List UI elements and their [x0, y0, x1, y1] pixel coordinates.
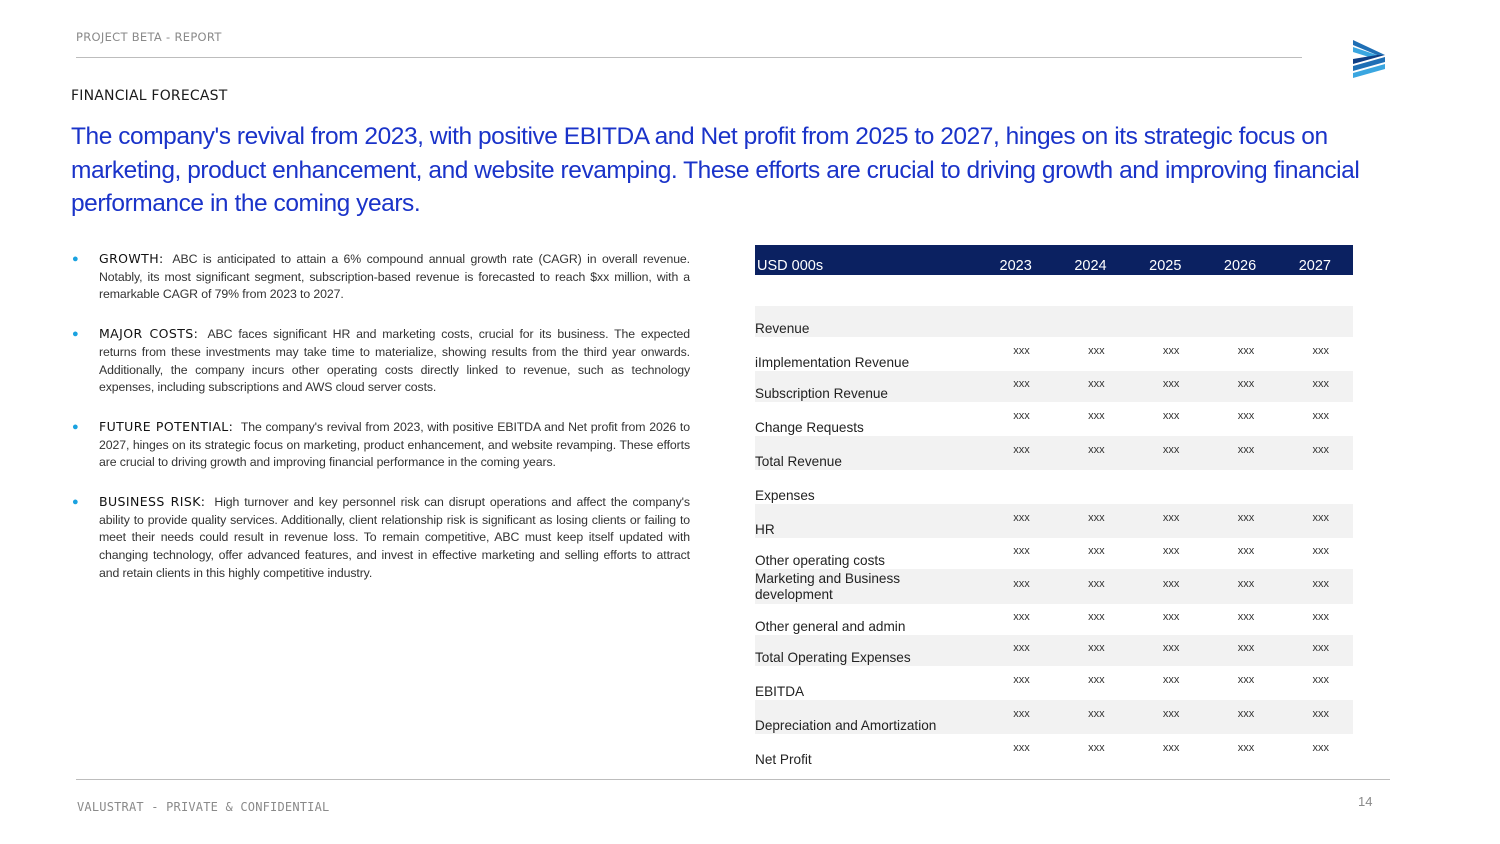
- value-text: xxx: [1312, 544, 1329, 557]
- value-cell: [1179, 734, 1254, 768]
- bullet-future-potential: [72, 418, 690, 472]
- value-text: xxx: [1088, 742, 1105, 754]
- chevron-stripes-logo-icon: [1351, 37, 1387, 79]
- value-text: xxx: [1312, 610, 1329, 623]
- value-text: xxx: [1237, 410, 1255, 422]
- row-label: Other operating costs: [755, 553, 885, 568]
- value-cell: [955, 569, 1030, 604]
- year-header: 2025: [1149, 258, 1182, 274]
- row-label: Other general and admin: [755, 619, 906, 634]
- value-text: xxx: [1312, 674, 1329, 686]
- value-text: xxx: [1162, 708, 1180, 720]
- value-cell: [1179, 470, 1254, 504]
- value-text: xxx: [1312, 742, 1329, 754]
- table-row: [755, 306, 1353, 337]
- bullet-key: MAJOR COSTS:: [99, 326, 199, 342]
- value-text: xxx: [1312, 577, 1329, 590]
- bullet-key: FUTURE POTENTIAL:: [99, 418, 234, 434]
- value-cell: [1105, 700, 1180, 734]
- value-cell: [1179, 306, 1254, 337]
- value-cell: [1179, 604, 1254, 635]
- value-cell: [1179, 700, 1254, 734]
- row-label: iImplementation Revenue: [755, 355, 910, 370]
- year-header: 2027: [1298, 258, 1331, 274]
- value-cell: [1254, 700, 1329, 734]
- value-cell: [1254, 734, 1329, 768]
- table-row: [755, 470, 1353, 504]
- value-cell: [1030, 569, 1105, 604]
- value-cell: [955, 700, 1030, 734]
- value-cell: [1105, 337, 1180, 371]
- bullet-major-costs: [72, 325, 690, 397]
- value-text: xxx: [1013, 641, 1030, 654]
- value-cell: [1179, 538, 1254, 569]
- value-cell: [1254, 470, 1329, 504]
- table-row: [755, 402, 1353, 436]
- value-cell: [955, 470, 1030, 504]
- value-text: xxx: [1088, 610, 1105, 623]
- value-cell: [1254, 436, 1329, 470]
- value-text: xxx: [1013, 345, 1030, 357]
- confidential-label: VALUSTRAT - PRIVATE & CONFIDENTIAL: [77, 800, 330, 814]
- value-text: xxx: [1013, 377, 1030, 390]
- report-label: PROJECT BETA - REPORT: [76, 30, 222, 44]
- value-text: xxx: [1162, 345, 1180, 357]
- value-cell: [1105, 306, 1180, 337]
- value-cell: [1105, 504, 1180, 538]
- table-row: [755, 734, 1353, 768]
- value-text: xxx: [1088, 512, 1105, 524]
- table-row: [755, 337, 1353, 371]
- value-cell: [955, 504, 1030, 538]
- value-cell: [955, 604, 1030, 635]
- value-cell: [955, 337, 1030, 371]
- value-text: xxx: [1312, 708, 1329, 720]
- value-text: xxx: [1237, 345, 1255, 357]
- value-cell: [1030, 635, 1105, 666]
- value-text: xxx: [1162, 610, 1180, 623]
- value-text: xxx: [1013, 708, 1030, 720]
- value-cell: [1254, 504, 1329, 538]
- value-text: xxx: [1162, 577, 1180, 590]
- value-cell: [1179, 371, 1254, 402]
- bullet-dot-icon: ●: [72, 496, 79, 509]
- value-text: xxx: [1162, 641, 1180, 654]
- value-text: xxx: [1013, 674, 1030, 686]
- value-cell: [1254, 402, 1329, 436]
- value-cell: [1105, 436, 1180, 470]
- row-label: Expenses: [755, 488, 815, 503]
- value-cell: [955, 635, 1030, 666]
- row-label: Marketing and Business development: [755, 570, 901, 602]
- value-cell: [955, 402, 1030, 436]
- row-label: Total Operating Expenses: [755, 650, 911, 665]
- value-cell: [1254, 635, 1329, 666]
- value-cell: [1030, 538, 1105, 569]
- value-text: xxx: [1088, 444, 1105, 456]
- value-cell: [1254, 538, 1329, 569]
- value-text: xxx: [1237, 641, 1255, 654]
- year-header: 2023: [999, 258, 1032, 274]
- value-text: xxx: [1088, 410, 1105, 422]
- value-text: xxx: [1237, 377, 1255, 390]
- value-cell: [1105, 402, 1180, 436]
- value-text: xxx: [1237, 512, 1255, 524]
- value-text: xxx: [1162, 377, 1180, 390]
- table-row: [755, 700, 1353, 734]
- value-text: xxx: [1237, 674, 1255, 686]
- value-cell: [1179, 504, 1254, 538]
- value-cell: [1105, 604, 1180, 635]
- bullet-growth: [72, 250, 690, 304]
- value-text: xxx: [1088, 708, 1105, 720]
- year-header: 2026: [1223, 258, 1257, 274]
- value-text: xxx: [1237, 444, 1255, 456]
- row-label: Subscription Revenue: [755, 386, 888, 401]
- value-cell: [1179, 436, 1254, 470]
- value-cell: [955, 666, 1030, 700]
- value-cell: [955, 734, 1030, 768]
- value-cell: [1105, 371, 1180, 402]
- value-text: xxx: [1237, 742, 1255, 754]
- value-cell: [955, 371, 1030, 402]
- value-text: xxx: [1237, 708, 1255, 720]
- value-text: xxx: [1013, 512, 1030, 524]
- value-cell: [1254, 666, 1329, 700]
- financial-forecast-table: [755, 245, 1353, 768]
- section-title: FINANCIAL FORECAST: [71, 88, 228, 104]
- bullet-body: ABC is anticipated to attain a 6% compound annual growth rate (CAGR) in overall revenue. Notably, its most significant segment, subscription-based revenue is forecasted to reach $xx million, with a remarkable CAGR of 79% from 2023 to 2027.: [99, 252, 690, 302]
- value-cell: [1254, 371, 1329, 402]
- value-text: xxx: [1088, 674, 1105, 686]
- row-label: HR: [755, 522, 775, 537]
- value-text: xxx: [1162, 674, 1180, 686]
- row-label: Change Requests: [755, 420, 864, 435]
- value-text: xxx: [1088, 544, 1105, 557]
- value-cell: [1179, 666, 1254, 700]
- value-cell: [1030, 470, 1105, 504]
- value-text: xxx: [1162, 444, 1180, 456]
- table-header-label: USD 000s: [757, 258, 824, 274]
- bullet-dot-icon: ●: [72, 253, 79, 265]
- value-cell: [1030, 306, 1105, 337]
- value-cell: [1030, 734, 1105, 768]
- value-cell: [1179, 569, 1254, 604]
- value-text: xxx: [1312, 512, 1329, 524]
- year-header: 2024: [1074, 258, 1107, 274]
- header-divider: [76, 57, 1302, 58]
- table-row: [755, 666, 1353, 700]
- row-label: Depreciation and Amortization: [755, 718, 937, 733]
- row-label: Total Revenue: [755, 454, 842, 469]
- value-cell: [1030, 371, 1105, 402]
- value-text: xxx: [1162, 512, 1180, 524]
- value-text: xxx: [1013, 410, 1030, 422]
- table-row: [755, 436, 1353, 470]
- table-row: [755, 604, 1353, 635]
- bullet-dot-icon: ●: [72, 420, 79, 433]
- value-text: xxx: [1312, 377, 1329, 390]
- value-cell: [1030, 436, 1105, 470]
- value-cell: [1179, 402, 1254, 436]
- value-cell: [1105, 635, 1180, 666]
- value-cell: [1254, 569, 1329, 604]
- value-cell: [1105, 734, 1180, 768]
- value-text: xxx: [1312, 410, 1329, 422]
- value-text: xxx: [1162, 544, 1180, 557]
- value-cell: [1105, 470, 1180, 504]
- value-text: xxx: [1312, 641, 1329, 654]
- table-row: [755, 371, 1353, 402]
- table-row: [755, 569, 1353, 604]
- value-text: xxx: [1162, 742, 1180, 754]
- value-cell: [1030, 666, 1105, 700]
- value-text: xxx: [1237, 544, 1255, 557]
- bullet-body: High turnover and key personnel risk can disrupt operations and affect the company's ability to provide quality services. Additionally, client relationship risk is significant as losing clients or failing to meet their needs could result in revenue loss. To remain competitive, ABC must keep itself updated with changing technology, offer advanced features, and invest in effective marketing and selling efforts to attract and retain clients in this highly competitive industry.: [99, 495, 690, 580]
- row-label: Net Profit: [755, 752, 812, 767]
- table-row: [755, 504, 1353, 538]
- value-text: xxx: [1013, 577, 1030, 590]
- value-cell: [1254, 604, 1329, 635]
- value-text: xxx: [1013, 444, 1030, 456]
- value-cell: [1105, 569, 1180, 604]
- value-cell: [955, 538, 1030, 569]
- page-number: 14: [1358, 794, 1373, 809]
- table-spacer: [755, 275, 1353, 306]
- value-cell: [1030, 604, 1105, 635]
- value-text: xxx: [1237, 577, 1255, 590]
- value-text: xxx: [1312, 345, 1329, 357]
- value-text: xxx: [1013, 544, 1030, 557]
- value-text: xxx: [1013, 742, 1030, 754]
- value-cell: [1179, 337, 1254, 371]
- value-text: xxx: [1312, 444, 1329, 456]
- table-body: [755, 306, 1353, 768]
- row-label: Revenue: [755, 321, 810, 336]
- value-text: xxx: [1088, 377, 1105, 390]
- value-cell: [1030, 337, 1105, 371]
- footer-divider: [76, 779, 1390, 780]
- value-cell: [1030, 402, 1105, 436]
- headline: The company's revival from 2023, with positive EBITDA and Net profit from 2025 to 2027, hinges on its strategic focus on marketing, product enhancement, and website revamping. These efforts are crucial to driving growth and improving financial performance in the coming years.: [71, 123, 1360, 217]
- value-text: xxx: [1088, 577, 1105, 590]
- value-cell: [1030, 700, 1105, 734]
- value-cell: [1179, 635, 1254, 666]
- value-cell: [1105, 538, 1180, 569]
- row-label: EBITDA: [755, 684, 805, 699]
- table-row: [755, 635, 1353, 666]
- value-text: xxx: [1013, 610, 1030, 623]
- table-header-row: [755, 245, 1353, 275]
- value-text: xxx: [1088, 345, 1105, 357]
- value-cell: [1254, 337, 1329, 371]
- value-cell: [1105, 666, 1180, 700]
- bullet-body: ABC faces significant HR and marketing costs, crucial for its business. The expected returns from these investments may take time to materialize, showing results from the third year onwards. Additionally, the company incurs other operating costs directly linked to revenue, such as technology expenses, including subscriptions and AWS cloud server costs.: [99, 327, 690, 395]
- value-cell: [1030, 504, 1105, 538]
- value-text: xxx: [1088, 641, 1105, 654]
- key-points-list: [72, 250, 690, 604]
- bullet-business-risk: [72, 493, 690, 583]
- table-row: [755, 538, 1353, 569]
- value-text: xxx: [1237, 610, 1255, 623]
- value-cell: [955, 306, 1030, 337]
- value-text: xxx: [1162, 410, 1180, 422]
- bullet-key: GROWTH:: [99, 251, 164, 266]
- bullet-dot-icon: ●: [72, 328, 79, 341]
- value-cell: [955, 436, 1030, 470]
- value-cell: [1254, 306, 1329, 337]
- bullet-body: The company's revival from 2023, with positive EBITDA and Net profit from 2026 to 2027, hinges on its strategic focus on marketing, product enhancement, and website revamping. These efforts are crucial to driving growth and improving financial performance in the coming years.: [99, 419, 690, 470]
- bullet-key: BUSINESS RISK:: [99, 494, 206, 510]
